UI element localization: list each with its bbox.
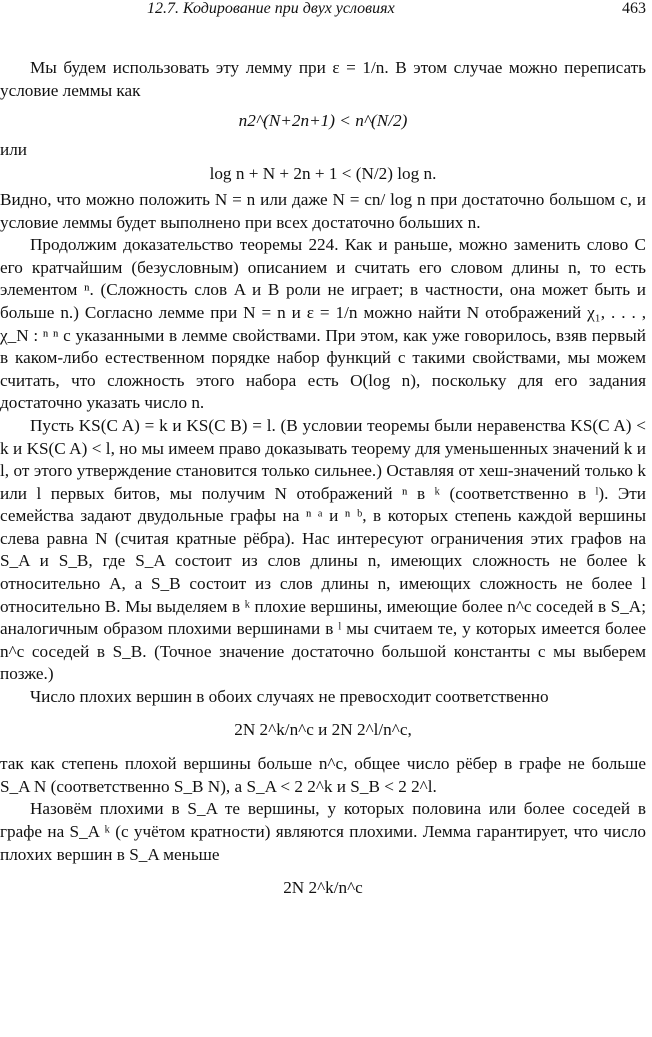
paragraph-1: Мы будем использовать эту лемму при ε = 1/n. В этом случае можно переписать условие леммы как: [0, 58, 646, 100]
paragraph-3: Пусть KS(C A) = k и KS(C B) = l. (В условии теоремы были неравенства KS(C A) < k и KS(C A) < l, но мы имеем право доказывать теорему для уменьшенных значений k и l, от этого утверждение становится только сильнее.) Оставляя от хеш-значений только k или l первых битов, мы получим N отображений ⁿ в ᵏ (соответственно в ˡ). Эти семейства задают двудольные графы на ⁿ ᵃ и ⁿ ᵇ, в которых степень каждой вершины слева равна N (считая кратные рёбра). Нас интересуют ограничения этих графов на S_A и S_B, где S_A состоит из слов длины n, имеющих сложность не более k относительно A, а S_B состоит из слов длины n, имеющих сложность не более l относительно B. Мы выделяем в ᵏ плохие вершины, имеющие более n^c соседей в S_A; аналогичным образом плохими вершинами в ˡ мы считаем те, у которых имеется более n^c соседей в S_B. (Точное значение достаточно большой константы c мы выберем позже.): [0, 415, 646, 684]
formula-1: n2^(N+2n+1) < n^(N/2): [238, 111, 408, 131]
paragraph-1-or: или: [0, 139, 27, 159]
page-body: [0, 57, 646, 900]
paragraph-2: Продолжим доказательство теоремы 224. Как и раньше, можно заменить слово C его кратчайшим (безусловным) описанием и считать его словом длины n, то есть элементом ⁿ. (Сложность слов A и B роли не играет; в частности, она может быть и больше n.) Согласно лемме при N = n и ε = 1/n можно найти N отображений χ₁, . . . , χ_N : ⁿ ⁿ с указанными в лемме свойствами. При этом, как уже говорилось, взяв первый в каком-либо естественном порядке набор функций с такими свойствами, мы можем считать, что сложность этого набора есть O(log n), поскольку для его задания достаточно указать число n.: [0, 235, 646, 413]
page-number: 463: [622, 0, 646, 17]
paragraph-4-continued: так как степень плохой вершины больше n^c, общее число рёбер в графе не больше S_A N (соответственно S_B N), а S_A < 2 2^k и S_B < 2 2^l.: [0, 754, 646, 796]
formula-4: 2N 2^k/n^c: [283, 878, 363, 898]
paragraph-4: Число плохих вершин в обоих случаях не превосходит соответственно: [30, 687, 549, 707]
running-title: 12.7. Кодирование при двух условиях: [147, 0, 395, 17]
formula-2: log n + N + 2n + 1 < (N/2) log n.: [209, 164, 437, 184]
paragraph-1-continued: Видно, что можно положить N = n или даже N = cn/ log n при достаточно большом c, и условие леммы будет выполнено при всех достаточно больших n.: [0, 189, 646, 232]
page-header: [0, 0, 652, 24]
formula-3: 2N 2^k/n^c и 2N 2^l/n^c,: [234, 719, 412, 739]
paragraph-5: Назовём плохими в S_A те вершины, у которых половина или более соседей в графе на S_A ᵏ (с учётом кратности) являются плохими. Лемма гарантирует, что число плохих вершин в S_A меньше: [0, 799, 646, 864]
